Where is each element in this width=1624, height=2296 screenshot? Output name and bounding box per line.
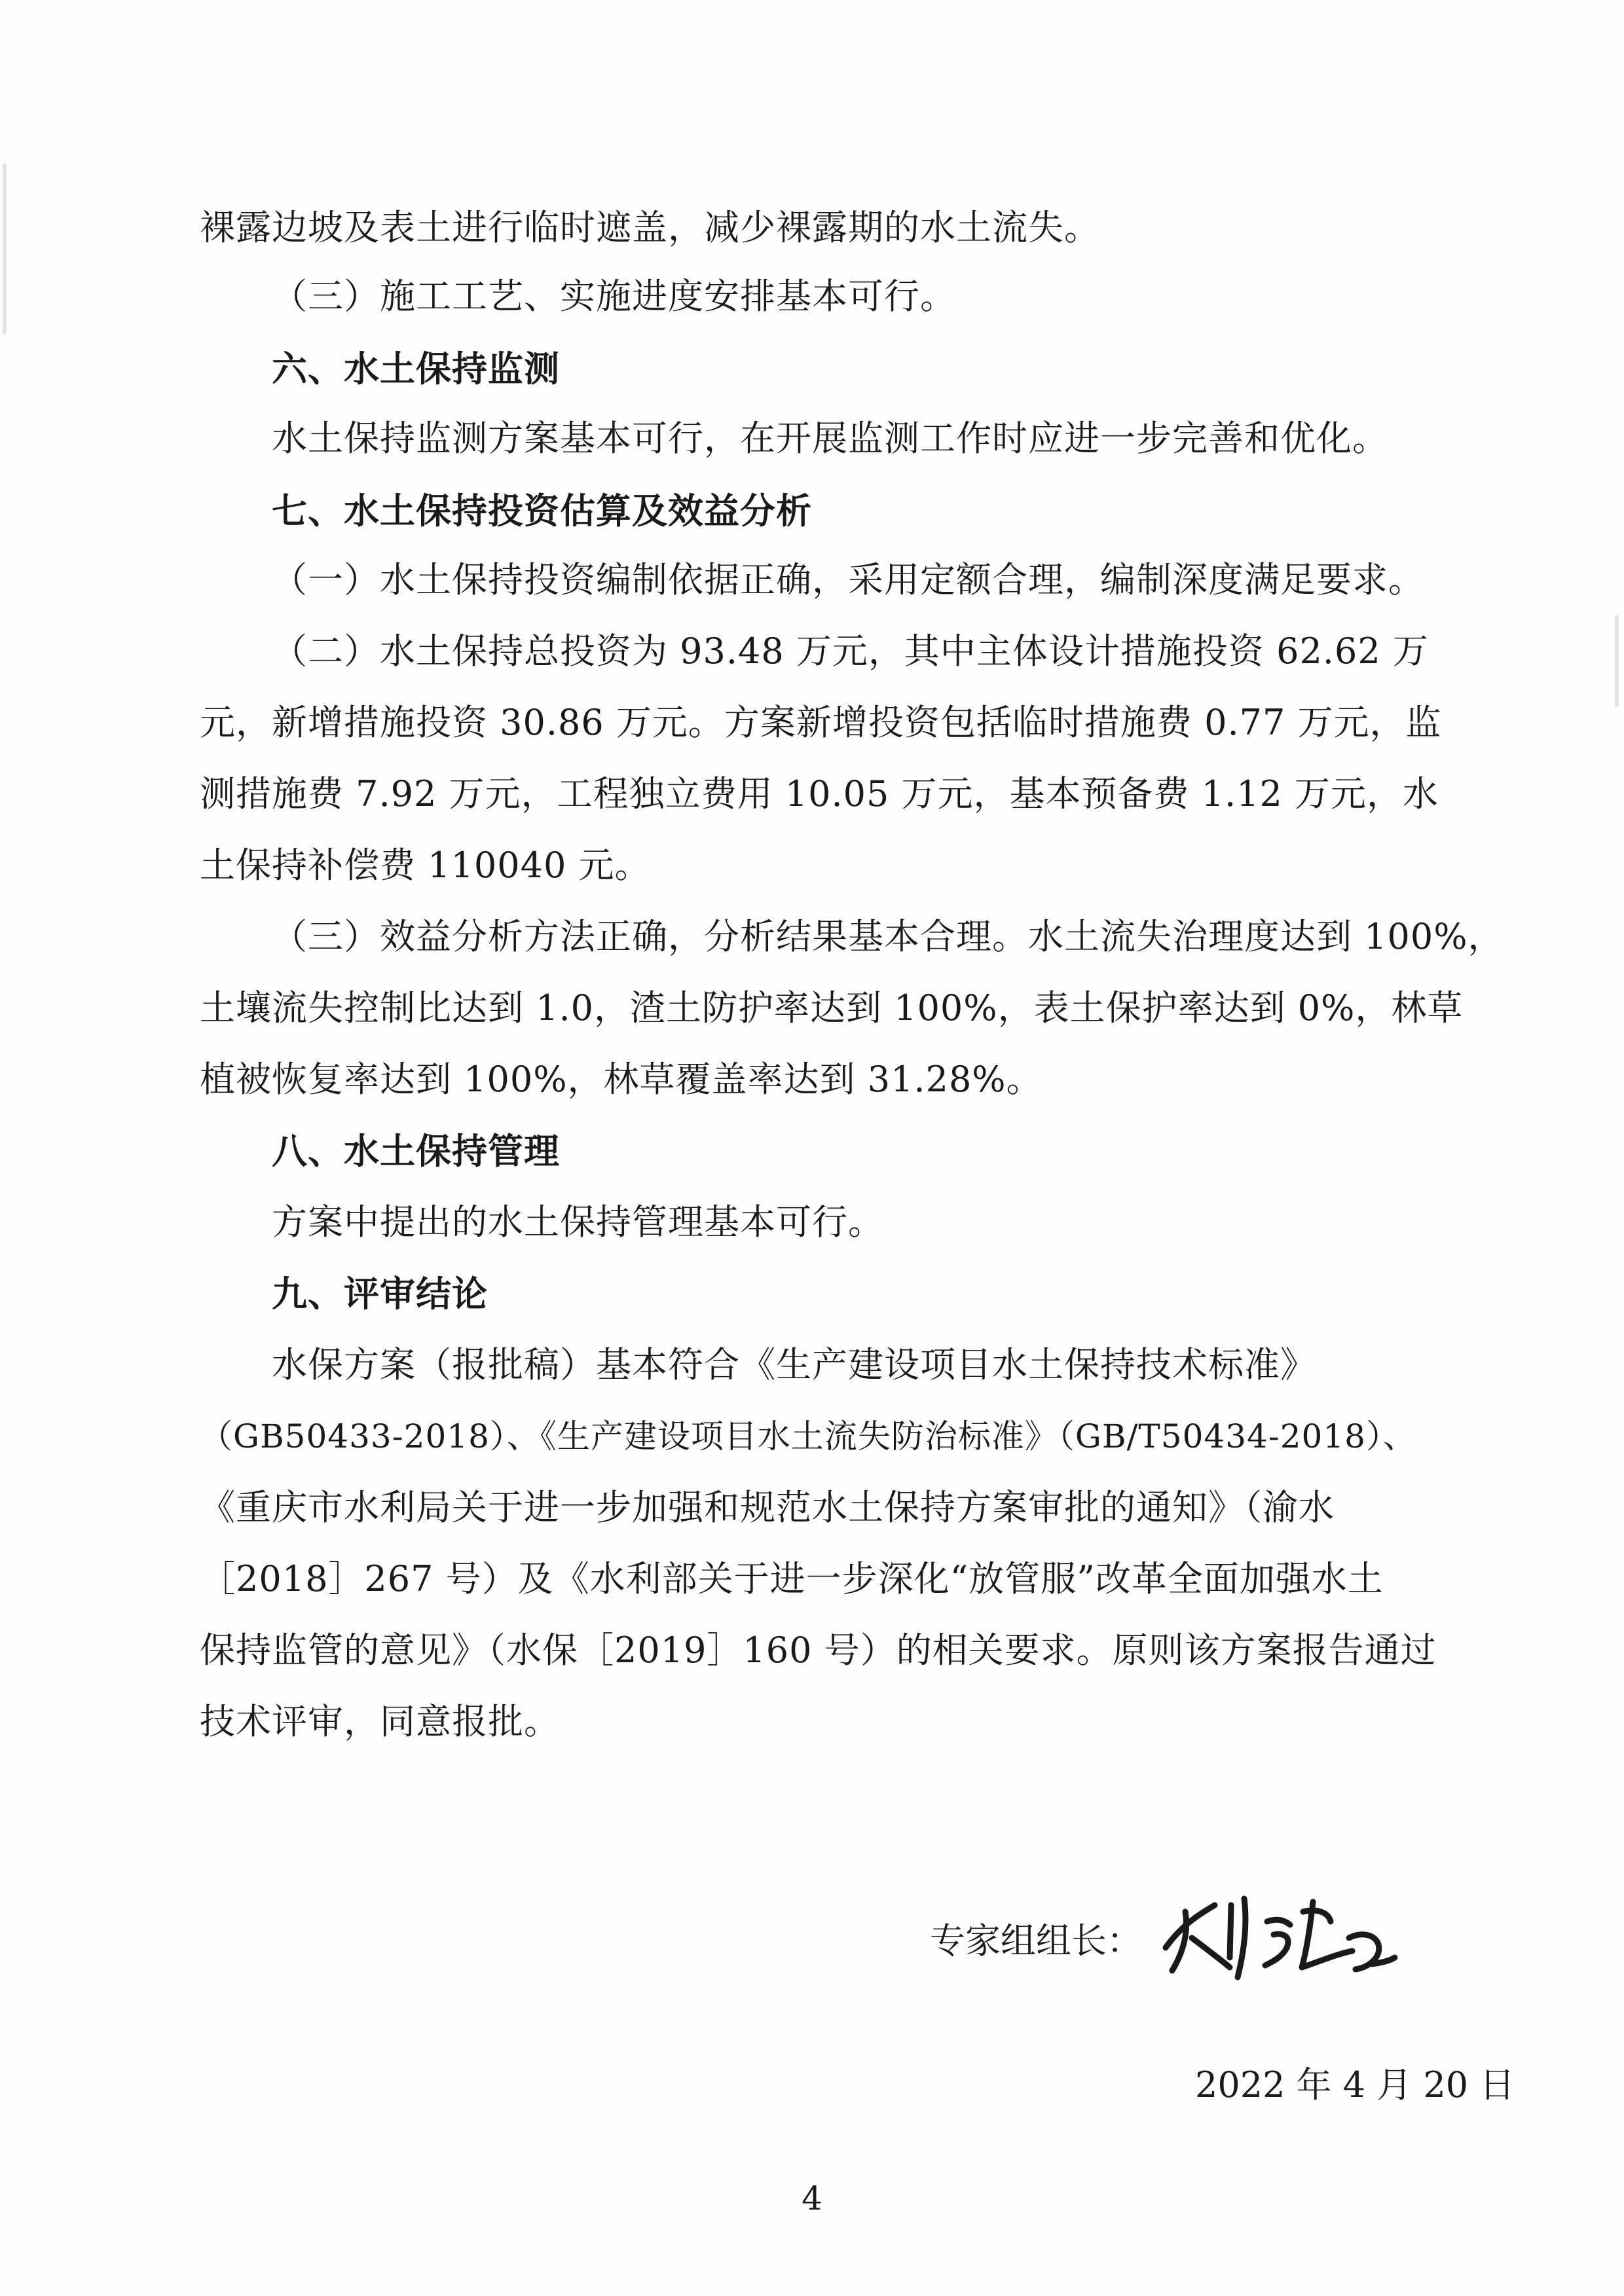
handwritten-signature: [1153, 1886, 1401, 1984]
paragraph-line-10: 土保持补偿费 110040 元。: [200, 845, 651, 886]
signature-label: 专家组组长：: [930, 1920, 1142, 1961]
paragraph-line-12: 土壤流失控制比达到 1.0，渣土防护率达到 100%，表土保护率达到 0%，林草: [200, 987, 1464, 1029]
paragraph-line-6: （一）水土保持投资编制依据正确，采用定额合理，编制深度满足要求。: [272, 559, 1424, 600]
paragraph-line-13: 植被恢复率达到 100%，林草覆盖率达到 31.28%。: [200, 1059, 1043, 1100]
paragraph-line-18: （GB50433-2018）、《生产建设项目水土流失防治标准》（GB/T50434-2018）、: [200, 1417, 1416, 1455]
paragraph-line-2: （三）施工工艺、实施进度安排基本可行。: [272, 276, 956, 317]
paragraph-line-15: 方案中提出的水土保持管理基本可行。: [272, 1201, 884, 1243]
section-heading-monitoring: 六、水土保持监测: [272, 348, 560, 390]
section-heading-investment: 七、水土保持投资估算及效益分析: [272, 490, 812, 532]
paragraph-line-22: 技术评审，同意报批。: [200, 1701, 560, 1742]
paragraph-line-1: 裸露边坡及表土进行临时遮盖，减少裸露期的水土流失。: [200, 207, 1100, 248]
section-heading-management: 八、水土保持管理: [272, 1130, 560, 1172]
paragraph-line-20: ［2018］267 号）及《水利部关于进一步深化“放管服”改革全面加强水土: [200, 1558, 1384, 1599]
paragraph-line-4: 水土保持监测方案基本可行，在开展监测工作时应进一步完善和优化。: [272, 418, 1388, 459]
page-number: 4: [802, 2179, 822, 2217]
paragraph-line-19: 《重庆市水利局关于进一步加强和规范水土保持方案审批的通知》（渝水: [200, 1487, 1335, 1528]
scan-edge-right: [1615, 615, 1619, 707]
paragraph-line-8: 元，新增措施投资 30.86 万元。方案新增投资包括临时措施费 0.77 万元，监: [200, 702, 1442, 743]
paragraph-line-9: 测措施费 7.92 万元，工程独立费用 10.05 万元，基本预备费 1.12 万元，水: [200, 773, 1439, 814]
paragraph-line-21: 保持监管的意见》（水保［2019］160 号）的相关要求。原则该方案报告通过: [200, 1630, 1437, 1671]
paragraph-line-11: （三）效益分析方法正确，分析结果基本合理。水土流失治理度达到 100%，: [272, 916, 1504, 957]
scan-edge-left: [3, 164, 7, 334]
paragraph-line-7: （二）水土保持总投资为 93.48 万元，其中主体设计措施投资 62.62 万: [272, 630, 1429, 672]
paragraph-line-17: 水保方案（报批稿）基本符合《生产建设项目水土保持技术标准》: [272, 1344, 1316, 1385]
document-date: 2022 年 4 月 20 日: [1195, 2064, 1515, 2105]
section-heading-conclusion: 九、评审结论: [272, 1273, 488, 1315]
